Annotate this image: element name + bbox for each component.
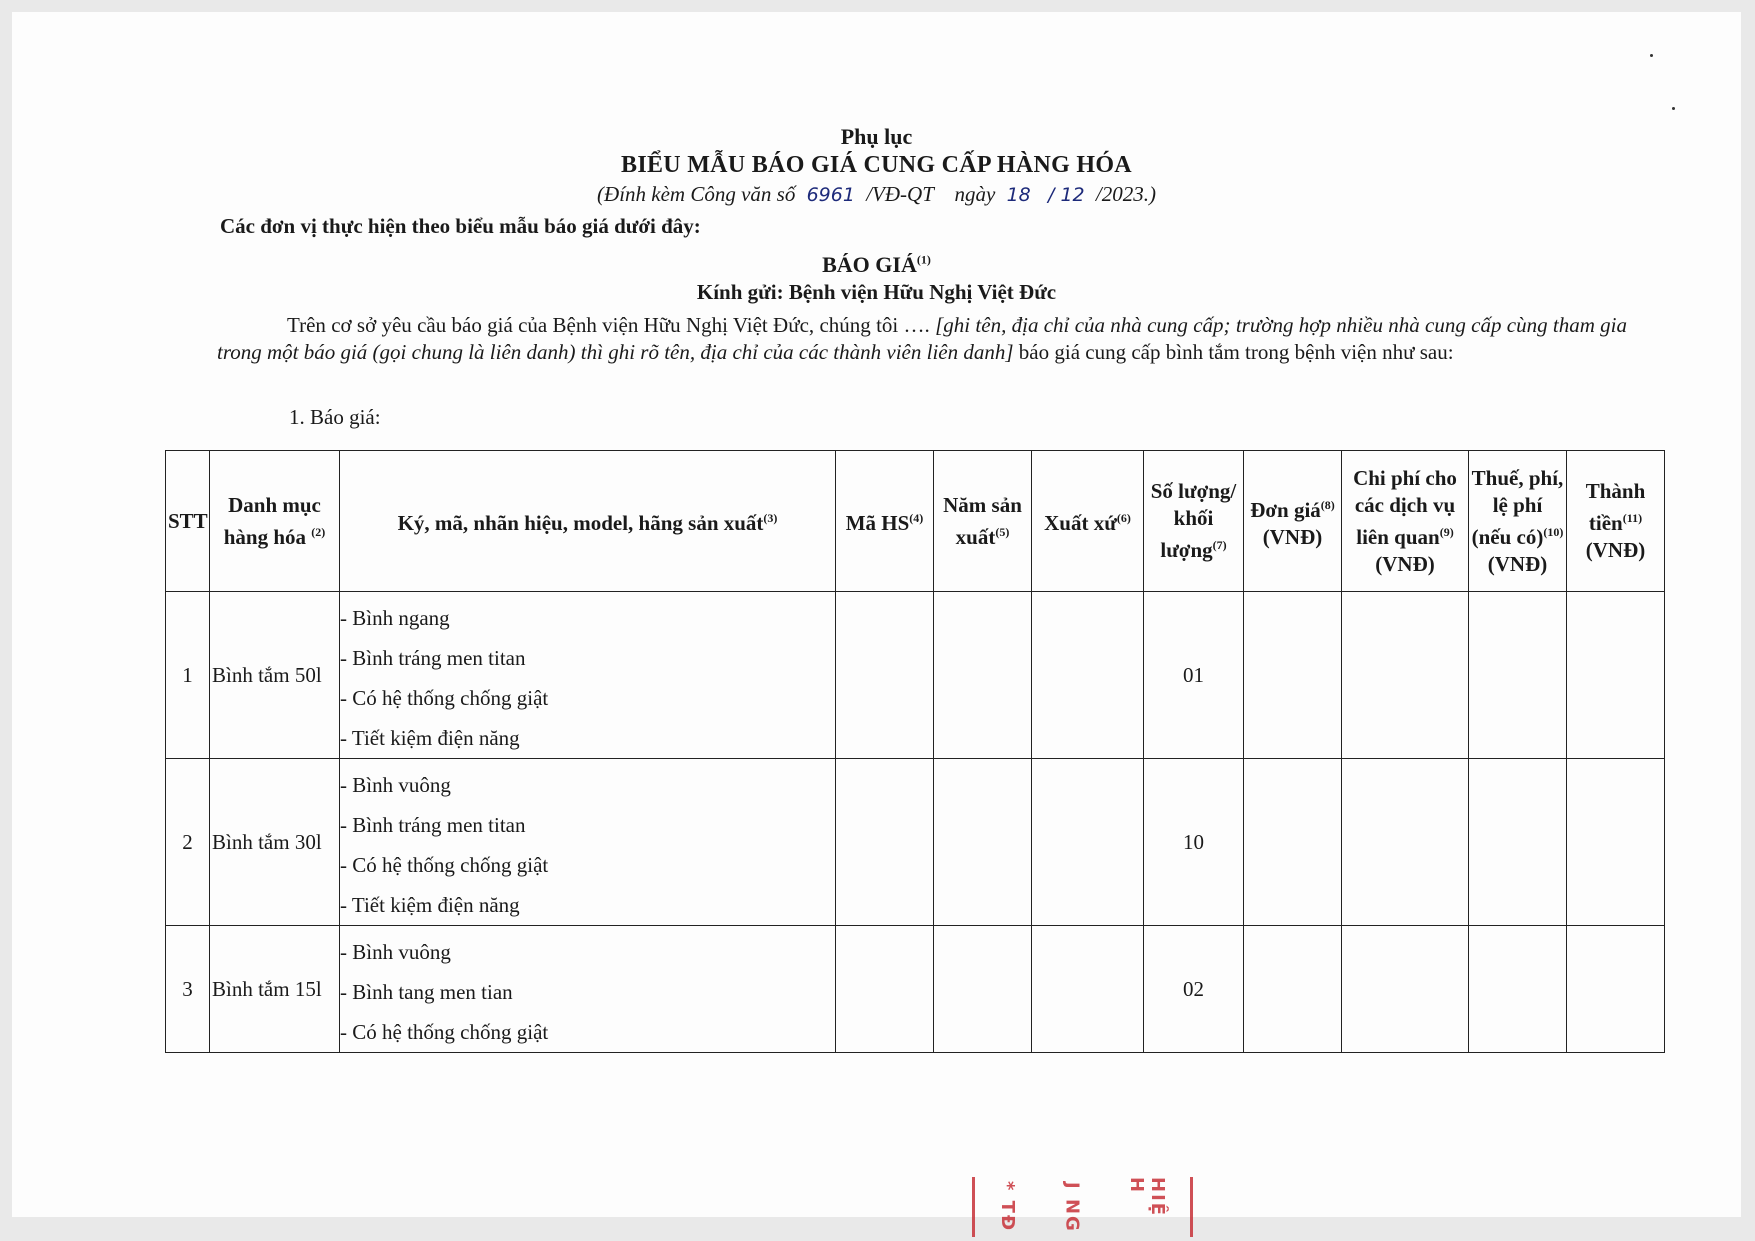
row-hs-code (836, 926, 934, 1053)
intro-paragraph (217, 312, 1627, 366)
intro-start: Trên cơ sở yêu cầu báo giá của Bệnh viện Hữu Nghị Việt Đức, chúng tôi …. (287, 313, 930, 337)
row-hs-code (836, 592, 934, 759)
row-stt: 2 (166, 759, 210, 926)
row-quantity: 01 (1144, 592, 1244, 759)
row-origin (1032, 926, 1144, 1053)
row-item-name: Bình tắm 30l (210, 759, 340, 926)
day-handwritten: 18 (1006, 184, 1031, 206)
spec-line: - Có hệ thống chống giật (340, 845, 835, 885)
header-unit-price: Đơn giá$^{(8)}$ (VNĐ) (1244, 451, 1342, 592)
spec-line: - Bình ngang (340, 598, 835, 638)
row-item-name: Bình tắm 15l (210, 926, 340, 1053)
header-origin: Xuất xứ$^{(6)}$ (1032, 451, 1144, 592)
spec-line: - Có hệ thống chống giật (340, 1012, 835, 1052)
row-stt: 3 (166, 926, 210, 1053)
spec-line: - Có hệ thống chống giật (340, 678, 835, 718)
header-brand: Ký, mã, nhãn hiệu, model, hãng sản xuất$^{(3)}$ (340, 451, 836, 592)
row-specs (340, 926, 836, 1053)
row-hs-code (836, 759, 934, 926)
table-header-row (166, 451, 1665, 592)
spec-line: - Tiết kiệm điện năng (340, 718, 835, 758)
header-year: Năm sản xuất$^{(5)}$ (934, 451, 1032, 592)
row-total (1567, 926, 1665, 1053)
row-unit-price (1244, 759, 1342, 926)
spec-line: - Bình vuông (340, 932, 835, 972)
row-item-name: Bình tắm 50l (210, 592, 340, 759)
row-specs (340, 592, 836, 759)
row-tax (1469, 759, 1567, 926)
row-origin (1032, 759, 1144, 926)
attachment-line (12, 182, 1741, 207)
row-origin (1032, 592, 1144, 759)
header-quantity: Số lượng/ khối lượng$^{(7)}$ (1144, 451, 1244, 592)
recipient-line: Kính gửi: Bệnh viện Hữu Nghị Việt Đức (696, 280, 1057, 304)
row-specs (340, 759, 836, 926)
row-total (1567, 592, 1665, 759)
header-item: Danh mục hàng hóa $^{(2)}$ (210, 451, 340, 592)
header-tax: Thuế, phí, lệ phí (nếu có)$^{(10)}$ (VNĐ) (1469, 451, 1567, 592)
row-quantity: 02 (1144, 926, 1244, 1053)
intro-end: báo giá cung cấp bình tắm trong bệnh viện như sau: (1018, 340, 1454, 364)
row-year (934, 926, 1032, 1053)
spec-line: - Bình tang men tian (340, 972, 835, 1012)
doc-code: /VĐ-QT (866, 182, 934, 206)
document-page (12, 12, 1741, 1233)
header-stt: STT (166, 451, 210, 592)
stamp-text: * TĐ (996, 1181, 1018, 1233)
spec-line: - Bình tráng men titan (340, 805, 835, 845)
row-tax (1469, 926, 1567, 1053)
row-tax (1469, 592, 1567, 759)
spec-line: - Tiết kiệm điện năng (340, 885, 835, 925)
stamp-text: HIỆ H (1126, 1177, 1169, 1218)
table-row (166, 759, 1665, 926)
row-service-cost (1342, 759, 1469, 926)
appendix-heading: Phụ lục (840, 124, 913, 149)
row-stt: 1 (166, 592, 210, 759)
row-total (1567, 759, 1665, 926)
form-title: BIỂU MẪU BÁO GIÁ CUNG CẤP HÀNG HÓA (621, 152, 1132, 178)
row-year (934, 592, 1032, 759)
spec-line: - Bình tráng men titan (340, 638, 835, 678)
row-year (934, 759, 1032, 926)
doc-number-handwritten: 6961 (806, 184, 855, 206)
scan-speck (1672, 107, 1675, 110)
table-row (166, 592, 1665, 759)
header-total: Thành tiền$^{(11)}$ (VNĐ) (1567, 451, 1665, 592)
row-service-cost (1342, 592, 1469, 759)
header-hs-code: Mã HS$^{(4)}$ (836, 451, 934, 592)
row-unit-price (1244, 926, 1342, 1053)
quote-table (165, 450, 1665, 1053)
year: /2023.) (1095, 182, 1156, 206)
spec-line: - Bình vuông (340, 765, 835, 805)
header-service-cost: Chi phí cho các dịch vụ liên quan$^{(9)}$ (VNĐ) (1342, 451, 1469, 592)
scan-speck (1650, 54, 1653, 57)
quote-title-note: (1) (916, 252, 931, 267)
section-1-heading: 1. Báo giá: (289, 405, 381, 429)
row-unit-price (1244, 592, 1342, 759)
quote-title-text: BÁO GIÁ (822, 252, 917, 277)
intro-italic: [ghi tên, địa chỉ của nhà cung cấp; trường hợp nhiều nhà cung cấp cùng tham gia trong một báo giá (gọi chung là liên danh) thì ghi rõ tên, địa chỉ của các thành viên liên danh] (217, 313, 1628, 364)
date-label: ngày (954, 182, 996, 206)
red-seal-stamp (972, 1177, 1193, 1237)
month-handwritten: / 12 (1048, 184, 1085, 206)
row-quantity: 10 (1144, 759, 1244, 926)
row-service-cost (1342, 926, 1469, 1053)
stamp-text: J NG (1061, 1181, 1083, 1233)
table-row (166, 926, 1665, 1053)
quote-title (12, 252, 1741, 278)
instruction-line: Các đơn vị thực hiện theo biểu mẫu báo giá dưới đây: (220, 214, 701, 238)
attachment-prefix: (Đính kèm Công văn số (597, 182, 796, 206)
